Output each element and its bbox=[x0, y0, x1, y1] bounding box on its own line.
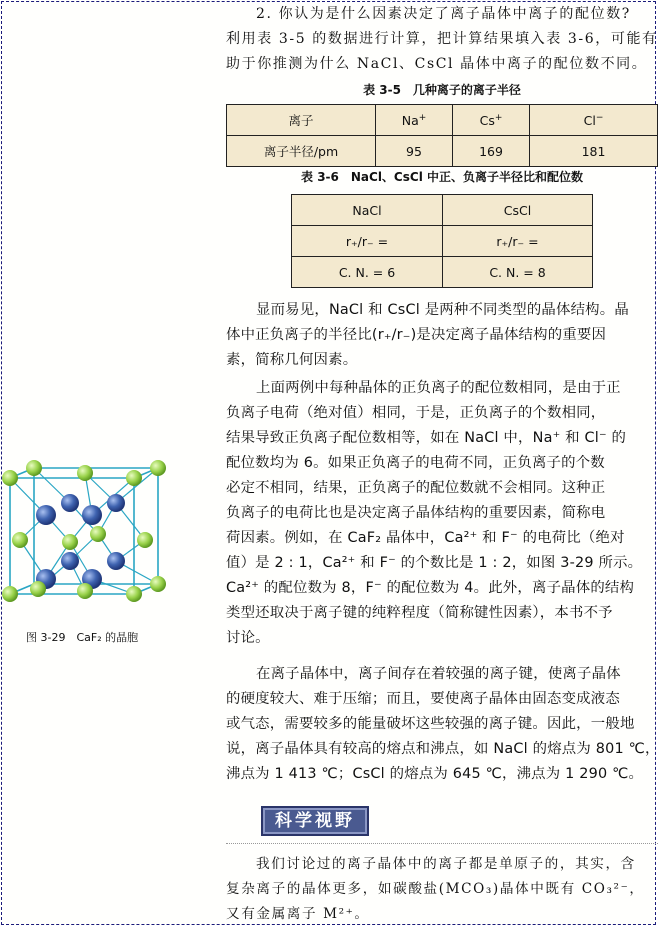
text-line: 荷因素。例如，在 CaF₂ 晶体中，Ca²⁺ 和 F⁻ 的电荷比（绝对 bbox=[226, 530, 625, 546]
text-line: 必定不相同，结果，正负离子的配位数就不会相同。这种正 bbox=[226, 480, 606, 496]
text-line: 或气态，需要较多的能量破坏这些较强的离子键。因此，一般地 bbox=[226, 716, 635, 732]
text-line: 值）是 2 : 1，Ca²⁺ 和 F⁻ 的个数比是 1 : 2，如图 3-29 所示。 bbox=[226, 555, 643, 571]
table-3-5 bbox=[226, 104, 658, 167]
table-row bbox=[292, 226, 593, 257]
paragraph-properties bbox=[226, 662, 658, 787]
table-3-5-caption: 表 3-5 几种离子的离子半径 bbox=[363, 83, 521, 97]
text-line: 结果导致正负离子配位数相等，如在 NaCl 中，Na⁺ 和 Cl⁻ 的 bbox=[226, 430, 627, 446]
table-cell: Cs+ bbox=[453, 105, 530, 136]
science-view-text bbox=[226, 852, 658, 927]
table-3-6 bbox=[291, 194, 593, 288]
table-row bbox=[227, 136, 658, 167]
text-line: 上面两例中每种晶体的正负离子的配位数相同，是由于正 bbox=[256, 380, 621, 396]
text-line: 说，离子晶体具有较高的熔点和沸点，如 NaCl 的熔点为 801 ℃， bbox=[226, 741, 660, 757]
table-cell: C. N. = 6 bbox=[292, 257, 443, 288]
table-cell: 95 bbox=[376, 136, 453, 167]
table-cell: Cl− bbox=[530, 105, 658, 136]
table-cell: 离子 bbox=[227, 105, 376, 136]
table-cell: r₊/r₋ = bbox=[443, 226, 593, 257]
table-row bbox=[227, 105, 658, 136]
table-cell: r₊/r₋ = bbox=[292, 226, 443, 257]
text-line: 我们讨论过的离子晶体中的离子都是单原子的，其实，含 bbox=[256, 856, 636, 872]
fluoride-ions bbox=[36, 494, 125, 589]
table-cell: Na+ bbox=[376, 105, 453, 136]
science-view-badge: 科学视野 bbox=[261, 806, 369, 836]
text-line: 负离子的电荷比也是决定离子晶体结构的重要因素，简称电 bbox=[226, 505, 606, 521]
text-line: 的硬度较大、难于压缩；而且，要使离子晶体由固态变成液态 bbox=[226, 691, 620, 707]
text-line: 负离子电荷（绝对值）相同，于是，正负离子的个数相同， bbox=[226, 405, 606, 421]
section-divider bbox=[226, 843, 658, 844]
question-block bbox=[226, 2, 658, 101]
caf2-unit-cell-figure bbox=[0, 458, 175, 618]
paragraph-charge-factor bbox=[226, 376, 658, 651]
text-line: 显而易见，NaCl 和 CsCl 是两种不同类型的晶体结构。晶 bbox=[256, 302, 629, 318]
text-line: 配位数均为 6。如果正负离子的电荷不同，正负离子的个数 bbox=[226, 455, 605, 471]
text-line: 体中正负离子的半径比(r₊/r₋)是决定离子晶体结构的重要因 bbox=[226, 327, 607, 343]
table-row bbox=[292, 195, 593, 226]
table-cell: C. N. = 8 bbox=[443, 257, 593, 288]
table-cell: 169 bbox=[453, 136, 530, 167]
paragraph-geometric-factor bbox=[226, 298, 658, 373]
text-line: 类型还取决于离子键的纯粹程度（简称键性因素），本书不予 bbox=[226, 605, 613, 621]
question-line: 2. 你认为是什么因素决定了离子晶体中离子的配位数? bbox=[256, 6, 631, 22]
text-line: 在离子晶体中，离子间存在着较强的离子键，使离子晶体 bbox=[256, 666, 621, 682]
text-line: 复杂离子的晶体更多，如碳酸盐(MCO₃)晶体中既有 CO₃²⁻， bbox=[226, 881, 645, 897]
text-line: Ca²⁺ 的配位数为 8，F⁻ 的配位数为 4。此外，离子晶体的结构 bbox=[226, 580, 635, 596]
table-row bbox=[292, 257, 593, 288]
figure-caption: 图 3-29 CaF₂ 的晶胞 bbox=[26, 631, 139, 644]
text-line: 素，简称几何因素。 bbox=[226, 352, 358, 368]
question-line: 助于你推测为什么 NaCl、CsCl 晶体中离子的配位数不同。 bbox=[226, 56, 648, 72]
text-line: 讨论。 bbox=[226, 630, 270, 646]
text-line: 沸点为 1 413 ℃；CsCl 的熔点为 645 ℃，沸点为 1 290 ℃。 bbox=[226, 766, 644, 782]
question-line: 利用表 3-5 的数据进行计算，把计算结果填入表 3-6，可能有 bbox=[226, 31, 658, 47]
table-3-6-caption: 表 3-6 NaCl、CsCl 中正、负离子半径比和配位数 bbox=[301, 170, 583, 184]
table-cell: CsCl bbox=[443, 195, 593, 226]
text-line: 又有金属离子 M²⁺。 bbox=[226, 906, 370, 922]
table-cell: 离子半径/pm bbox=[227, 136, 376, 167]
table-cell: 181 bbox=[530, 136, 658, 167]
table-cell: NaCl bbox=[292, 195, 443, 226]
